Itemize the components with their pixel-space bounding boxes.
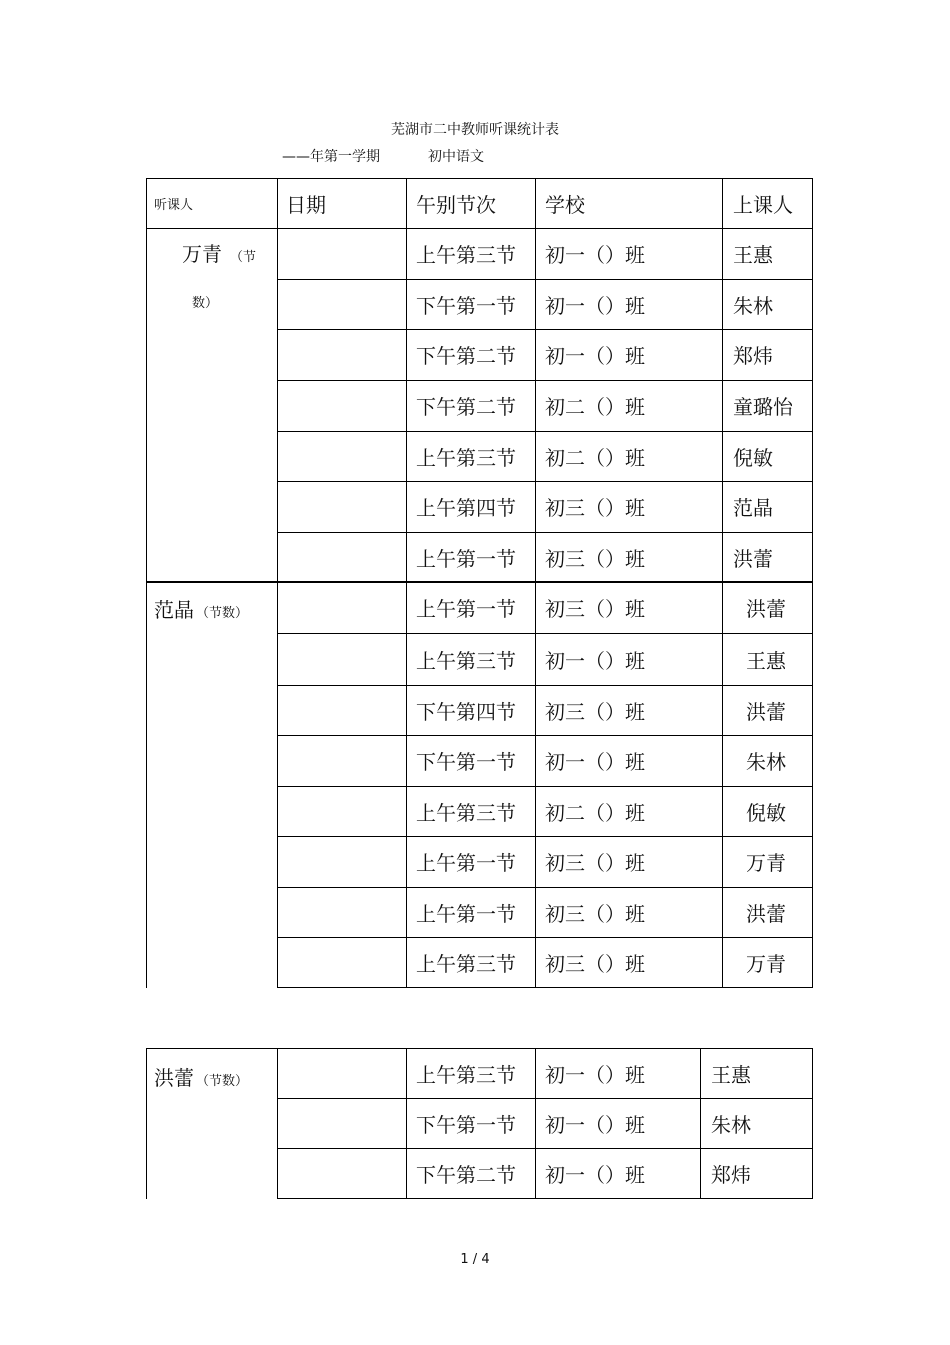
subject-label: 初中语文 bbox=[428, 149, 484, 165]
period-cell: 上午第三节 bbox=[416, 445, 516, 470]
teacher-cell: 郑炜 bbox=[711, 1163, 751, 1187]
school-cell: 初二（）班 bbox=[545, 395, 645, 419]
listener-note: （节数） bbox=[196, 606, 249, 621]
teacher-cell: 郑炜 bbox=[733, 344, 773, 368]
school-cell: 初三（）班 bbox=[545, 901, 645, 926]
column-divider bbox=[700, 1048, 701, 1199]
school-cell: 初一（）班 bbox=[545, 243, 645, 267]
teacher-cell: 洪蕾 bbox=[746, 597, 786, 621]
teacher-cell: 王惠 bbox=[711, 1062, 751, 1087]
school-cell: 初一（）班 bbox=[545, 293, 645, 318]
table-row bbox=[146, 887, 813, 937]
period-cell: 下午第二节 bbox=[416, 1163, 516, 1187]
teacher-cell: 朱林 bbox=[746, 750, 786, 774]
table-row bbox=[146, 836, 813, 887]
table-row bbox=[146, 380, 813, 431]
table-border bbox=[146, 1048, 147, 1199]
table-divider bbox=[277, 380, 813, 381]
table-border bbox=[812, 1048, 813, 1199]
period-cell: 上午第一节 bbox=[416, 597, 516, 621]
teacher-cell: 洪蕾 bbox=[746, 901, 786, 926]
table-divider bbox=[277, 685, 813, 686]
column-divider bbox=[277, 1048, 278, 1199]
period-cell: 上午第三节 bbox=[416, 648, 516, 673]
school-cell: 初一（）班 bbox=[545, 1062, 645, 1087]
period-cell: 上午第三节 bbox=[416, 800, 516, 825]
table-divider bbox=[277, 633, 813, 634]
table-divider bbox=[277, 532, 813, 533]
teacher-cell: 朱林 bbox=[711, 1112, 751, 1137]
period-cell: 下午第一节 bbox=[416, 750, 516, 774]
table-row bbox=[146, 329, 813, 380]
table-row bbox=[146, 1048, 813, 1098]
listener-name: 万青 bbox=[182, 242, 222, 266]
period-cell: 下午第二节 bbox=[416, 395, 516, 419]
table-border bbox=[146, 178, 147, 988]
teacher-cell: 朱林 bbox=[733, 293, 773, 318]
table-row bbox=[146, 1098, 813, 1148]
document-title: 芜湖市二中教师听课统计表 bbox=[391, 122, 559, 138]
school-cell: 初三（）班 bbox=[545, 952, 645, 976]
period-cell: 上午第一节 bbox=[416, 546, 516, 571]
school-cell: 初一（）班 bbox=[545, 344, 645, 368]
table-divider bbox=[277, 431, 813, 432]
statistics-table-continued bbox=[146, 1048, 813, 1199]
term-label: ——年第一学期 bbox=[282, 149, 380, 165]
column-divider bbox=[406, 1048, 407, 1199]
header-listener: 听课人 bbox=[154, 197, 194, 213]
table-header-row bbox=[146, 178, 813, 228]
teacher-cell: 洪蕾 bbox=[746, 699, 786, 724]
table-row bbox=[146, 685, 813, 735]
school-cell: 初一（）班 bbox=[545, 648, 645, 673]
school-cell: 初二（）班 bbox=[545, 445, 645, 470]
table-border bbox=[277, 1198, 813, 1199]
table-row bbox=[146, 481, 813, 532]
listener-note-continued: 数） bbox=[192, 296, 219, 311]
teacher-cell: 王惠 bbox=[733, 243, 773, 267]
table-row bbox=[146, 279, 813, 329]
page-number: 1 / 4 bbox=[460, 1252, 490, 1267]
column-divider bbox=[535, 1048, 536, 1199]
school-cell: 初一（）班 bbox=[545, 750, 645, 774]
table-row bbox=[146, 228, 813, 279]
statistics-table bbox=[146, 178, 813, 988]
school-cell: 初三（）班 bbox=[545, 597, 645, 621]
school-cell: 初二（）班 bbox=[545, 800, 645, 825]
table-row bbox=[146, 532, 813, 582]
school-cell: 初三（）班 bbox=[545, 546, 645, 571]
listener-note: （节数） bbox=[196, 1074, 249, 1089]
teacher-cell: 童璐怡 bbox=[733, 395, 793, 419]
teacher-cell: 洪蕾 bbox=[733, 546, 773, 571]
listener-name: 范晶 bbox=[154, 598, 194, 622]
teacher-cell: 王惠 bbox=[746, 648, 786, 673]
table-row bbox=[146, 431, 813, 481]
period-cell: 上午第四节 bbox=[416, 496, 516, 520]
period-cell: 上午第三节 bbox=[416, 1062, 516, 1087]
period-cell: 下午第一节 bbox=[416, 1112, 516, 1137]
period-cell: 上午第三节 bbox=[416, 243, 516, 267]
teacher-cell: 倪敏 bbox=[733, 445, 773, 470]
table-border bbox=[146, 1048, 813, 1049]
table-row bbox=[146, 786, 813, 836]
school-cell: 初一（）班 bbox=[545, 1163, 645, 1187]
column-divider bbox=[277, 178, 278, 988]
table-divider bbox=[277, 1098, 813, 1099]
table-divider bbox=[277, 279, 813, 280]
table-divider bbox=[277, 1148, 813, 1149]
teacher-cell: 范晶 bbox=[733, 496, 773, 520]
column-divider bbox=[535, 178, 536, 988]
period-cell: 上午第一节 bbox=[416, 851, 516, 875]
school-cell: 初三（）班 bbox=[545, 851, 645, 875]
period-cell: 上午第三节 bbox=[416, 952, 516, 976]
period-cell: 下午第四节 bbox=[416, 699, 516, 724]
header-date: 日期 bbox=[286, 192, 326, 217]
header-period: 午别节次 bbox=[416, 192, 496, 217]
school-cell: 初三（）班 bbox=[545, 699, 645, 724]
table-border bbox=[146, 178, 813, 179]
teacher-cell: 万青 bbox=[746, 851, 786, 875]
table-row bbox=[146, 937, 813, 988]
period-cell: 下午第二节 bbox=[416, 344, 516, 368]
table-divider bbox=[277, 735, 813, 736]
table-divider bbox=[277, 937, 813, 938]
period-cell: 上午第一节 bbox=[416, 901, 516, 926]
table-divider bbox=[277, 481, 813, 482]
table-divider bbox=[146, 228, 813, 229]
listener-note: （节 bbox=[230, 250, 257, 265]
document-subtitle bbox=[282, 146, 484, 166]
listener-name: 洪蕾 bbox=[154, 1066, 194, 1090]
teacher-cell: 万青 bbox=[746, 952, 786, 976]
table-divider bbox=[277, 836, 813, 837]
table-divider bbox=[277, 329, 813, 330]
school-cell: 初一（）班 bbox=[545, 1112, 645, 1137]
table-row bbox=[146, 633, 813, 685]
table-row bbox=[146, 582, 813, 633]
table-border bbox=[277, 987, 813, 988]
group-divider bbox=[146, 581, 813, 583]
column-divider bbox=[722, 178, 723, 988]
table-divider bbox=[277, 887, 813, 888]
header-school: 学校 bbox=[545, 192, 585, 217]
table-divider bbox=[277, 786, 813, 787]
header-teacher: 上课人 bbox=[733, 192, 793, 217]
school-cell: 初三（）班 bbox=[545, 496, 645, 520]
table-row bbox=[146, 735, 813, 786]
teacher-cell: 倪敏 bbox=[746, 800, 786, 825]
column-divider bbox=[406, 178, 407, 988]
table-row bbox=[146, 1148, 813, 1199]
table-border bbox=[812, 178, 813, 988]
period-cell: 下午第一节 bbox=[416, 293, 516, 318]
